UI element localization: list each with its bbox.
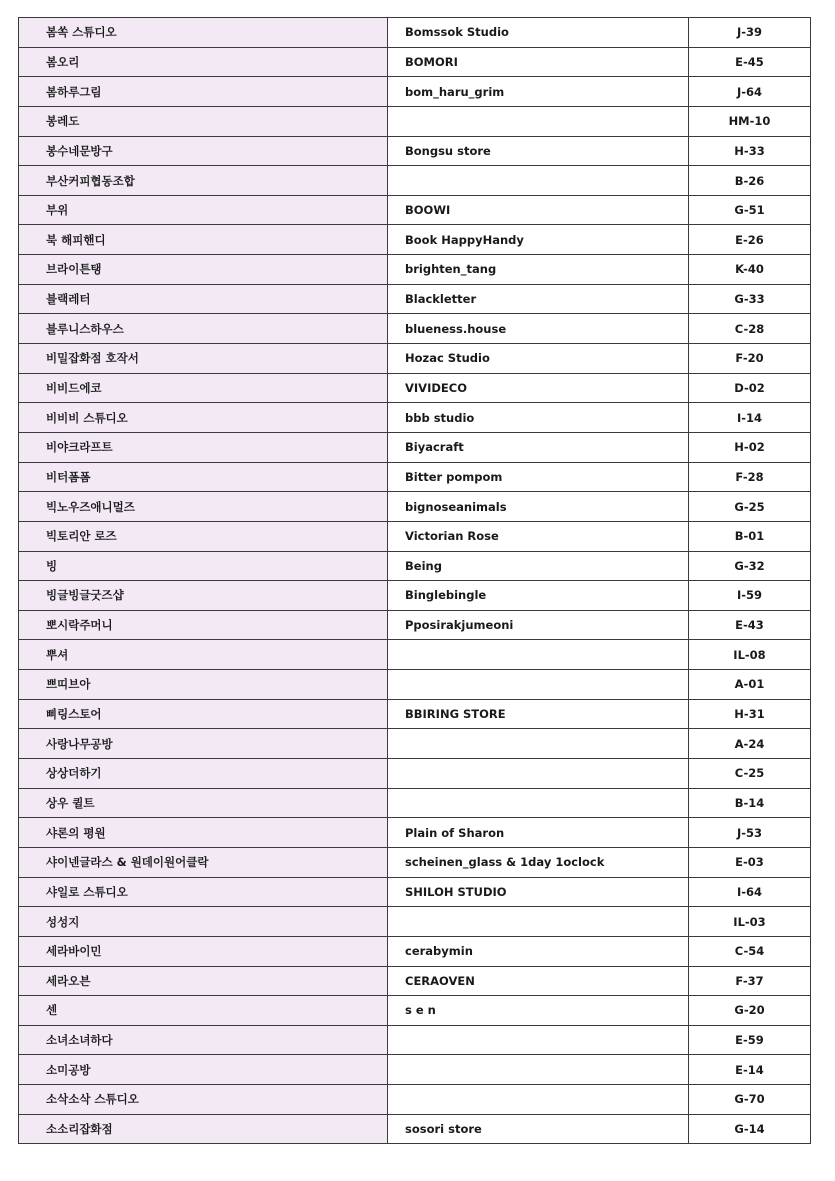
booth-code-cell: E-14 xyxy=(689,1055,811,1085)
korean-name-cell: 빅토리안 로즈 xyxy=(19,521,388,551)
english-name-cell: Pposirakjumeoni xyxy=(388,610,689,640)
table-row xyxy=(19,847,811,877)
korean-name-cell: 빅노우즈애니멀즈 xyxy=(19,492,388,522)
korean-name-cell: 세라오븐 xyxy=(19,966,388,996)
english-name-cell xyxy=(388,1085,689,1115)
booth-code-cell: G-33 xyxy=(689,284,811,314)
table-row xyxy=(19,788,811,818)
booth-code-cell: I-64 xyxy=(689,877,811,907)
korean-name-cell: 삐링스토어 xyxy=(19,699,388,729)
booth-code-cell: G-70 xyxy=(689,1085,811,1115)
table-row xyxy=(19,640,811,670)
table-row xyxy=(19,314,811,344)
booth-code-cell: H-33 xyxy=(689,136,811,166)
booth-code-cell: H-02 xyxy=(689,432,811,462)
table-row xyxy=(19,699,811,729)
korean-name-cell: 빙글빙글굿즈샵 xyxy=(19,581,388,611)
korean-name-cell: 세라바이민 xyxy=(19,936,388,966)
booth-code-cell: J-53 xyxy=(689,818,811,848)
booth-code-cell: E-26 xyxy=(689,225,811,255)
english-name-cell: Bomssok Studio xyxy=(388,18,689,48)
english-name-cell: bignoseanimals xyxy=(388,492,689,522)
english-name-cell: s e n xyxy=(388,996,689,1026)
korean-name-cell: 상우 퀼트 xyxy=(19,788,388,818)
english-name-cell: cerabymin xyxy=(388,936,689,966)
booth-code-cell: I-14 xyxy=(689,403,811,433)
korean-name-cell: 북 해피핸디 xyxy=(19,225,388,255)
booth-code-cell: G-14 xyxy=(689,1114,811,1144)
booth-code-cell: B-01 xyxy=(689,521,811,551)
table-row xyxy=(19,47,811,77)
booth-code-cell: G-51 xyxy=(689,195,811,225)
booth-code-cell: C-28 xyxy=(689,314,811,344)
table-row xyxy=(19,1055,811,1085)
booth-code-cell: B-26 xyxy=(689,166,811,196)
english-name-cell xyxy=(388,106,689,136)
english-name-cell: Plain of Sharon xyxy=(388,818,689,848)
table-row xyxy=(19,610,811,640)
korean-name-cell: 비밀잡화점 호작서 xyxy=(19,344,388,374)
korean-name-cell: 소소리잡화점 xyxy=(19,1114,388,1144)
english-name-cell: Victorian Rose xyxy=(388,521,689,551)
korean-name-cell: 뿌셔 xyxy=(19,640,388,670)
korean-name-cell: 비야크라프트 xyxy=(19,432,388,462)
table-row xyxy=(19,996,811,1026)
table-row xyxy=(19,373,811,403)
booth-code-cell: E-59 xyxy=(689,1025,811,1055)
booth-code-cell: E-03 xyxy=(689,847,811,877)
table-row xyxy=(19,225,811,255)
booth-code-cell: A-24 xyxy=(689,729,811,759)
table-row xyxy=(19,166,811,196)
table-row xyxy=(19,344,811,374)
booth-code-cell: C-54 xyxy=(689,936,811,966)
english-name-cell: Bongsu store xyxy=(388,136,689,166)
english-name-cell: scheinen_glass & 1day 1oclock xyxy=(388,847,689,877)
english-name-cell: BOOWI xyxy=(388,195,689,225)
booth-code-cell: D-02 xyxy=(689,373,811,403)
english-name-cell xyxy=(388,670,689,700)
korean-name-cell: 부산커피협동조합 xyxy=(19,166,388,196)
booth-code-cell: G-25 xyxy=(689,492,811,522)
english-name-cell xyxy=(388,729,689,759)
table-row xyxy=(19,136,811,166)
booth-code-cell: G-32 xyxy=(689,551,811,581)
booth-code-cell: H-31 xyxy=(689,699,811,729)
english-name-cell: CERAOVEN xyxy=(388,966,689,996)
korean-name-cell: 소녀소녀하다 xyxy=(19,1025,388,1055)
table-row xyxy=(19,1114,811,1144)
table-row xyxy=(19,284,811,314)
table-row xyxy=(19,759,811,789)
table-row xyxy=(19,966,811,996)
english-name-cell xyxy=(388,1025,689,1055)
booth-code-cell: B-14 xyxy=(689,788,811,818)
table-row xyxy=(19,403,811,433)
booth-list-table xyxy=(18,17,811,1144)
booth-code-cell: A-01 xyxy=(689,670,811,700)
booth-code-cell: F-20 xyxy=(689,344,811,374)
english-name-cell xyxy=(388,788,689,818)
english-name-cell: BOMORI xyxy=(388,47,689,77)
booth-code-cell: F-37 xyxy=(689,966,811,996)
korean-name-cell: 비비드에코 xyxy=(19,373,388,403)
booth-code-cell: J-64 xyxy=(689,77,811,107)
english-name-cell: Biyacraft xyxy=(388,432,689,462)
korean-name-cell: 블루니스하우스 xyxy=(19,314,388,344)
table-row xyxy=(19,551,811,581)
english-name-cell: SHILOH STUDIO xyxy=(388,877,689,907)
korean-name-cell: 샤론의 평원 xyxy=(19,818,388,848)
booth-list-body xyxy=(19,18,811,1144)
table-row xyxy=(19,729,811,759)
booth-code-cell: IL-08 xyxy=(689,640,811,670)
booth-code-cell: IL-03 xyxy=(689,907,811,937)
english-name-cell: Blackletter xyxy=(388,284,689,314)
table-row xyxy=(19,18,811,48)
booth-code-cell: J-39 xyxy=(689,18,811,48)
korean-name-cell: 성성지 xyxy=(19,907,388,937)
korean-name-cell: 상상더하기 xyxy=(19,759,388,789)
korean-name-cell: 샤일로 스튜디오 xyxy=(19,877,388,907)
korean-name-cell: 블랙레터 xyxy=(19,284,388,314)
korean-name-cell: 사랑나무공방 xyxy=(19,729,388,759)
english-name-cell: sosori store xyxy=(388,1114,689,1144)
table-row xyxy=(19,432,811,462)
table-row xyxy=(19,1085,811,1115)
table-row xyxy=(19,877,811,907)
korean-name-cell: 봉수네문방구 xyxy=(19,136,388,166)
english-name-cell xyxy=(388,907,689,937)
korean-name-cell: 샤이넨글라스 & 원데이원어클락 xyxy=(19,847,388,877)
table-row xyxy=(19,1025,811,1055)
english-name-cell: Book HappyHandy xyxy=(388,225,689,255)
english-name-cell: bbb studio xyxy=(388,403,689,433)
english-name-cell: brighten_tang xyxy=(388,255,689,285)
korean-name-cell: 봉레도 xyxy=(19,106,388,136)
table-row xyxy=(19,106,811,136)
english-name-cell: Binglebingle xyxy=(388,581,689,611)
english-name-cell: VIVIDECO xyxy=(388,373,689,403)
english-name-cell: bom_haru_grim xyxy=(388,77,689,107)
table-row xyxy=(19,462,811,492)
booth-code-cell: K-40 xyxy=(689,255,811,285)
korean-name-cell: 비터폼폼 xyxy=(19,462,388,492)
korean-name-cell: 부위 xyxy=(19,195,388,225)
korean-name-cell: 비비비 스튜디오 xyxy=(19,403,388,433)
korean-name-cell: 뽀시락주머니 xyxy=(19,610,388,640)
booth-code-cell: G-20 xyxy=(689,996,811,1026)
korean-name-cell: 봄오리 xyxy=(19,47,388,77)
table-row xyxy=(19,255,811,285)
booth-code-cell: HM-10 xyxy=(689,106,811,136)
table-row xyxy=(19,195,811,225)
english-name-cell: blueness.house xyxy=(388,314,689,344)
booth-code-cell: E-43 xyxy=(689,610,811,640)
english-name-cell: BBIRING STORE xyxy=(388,699,689,729)
table-row xyxy=(19,818,811,848)
booth-code-cell: I-59 xyxy=(689,581,811,611)
english-name-cell xyxy=(388,1055,689,1085)
booth-code-cell: C-25 xyxy=(689,759,811,789)
korean-name-cell: 브라이튼탱 xyxy=(19,255,388,285)
english-name-cell: Being xyxy=(388,551,689,581)
english-name-cell xyxy=(388,759,689,789)
korean-name-cell: 빙 xyxy=(19,551,388,581)
table-row xyxy=(19,670,811,700)
english-name-cell: Hozac Studio xyxy=(388,344,689,374)
table-row xyxy=(19,77,811,107)
booth-code-cell: F-28 xyxy=(689,462,811,492)
korean-name-cell: 봄하루그림 xyxy=(19,77,388,107)
korean-name-cell: 봄쏙 스튜디오 xyxy=(19,18,388,48)
table-row xyxy=(19,492,811,522)
table-row xyxy=(19,521,811,551)
korean-name-cell: 센 xyxy=(19,996,388,1026)
english-name-cell xyxy=(388,640,689,670)
korean-name-cell: 쁘띠브아 xyxy=(19,670,388,700)
table-row xyxy=(19,581,811,611)
korean-name-cell: 소삭소삭 스튜디오 xyxy=(19,1085,388,1115)
table-row xyxy=(19,907,811,937)
booth-code-cell: E-45 xyxy=(689,47,811,77)
english-name-cell: Bitter pompom xyxy=(388,462,689,492)
english-name-cell xyxy=(388,166,689,196)
korean-name-cell: 소미공방 xyxy=(19,1055,388,1085)
table-row xyxy=(19,936,811,966)
